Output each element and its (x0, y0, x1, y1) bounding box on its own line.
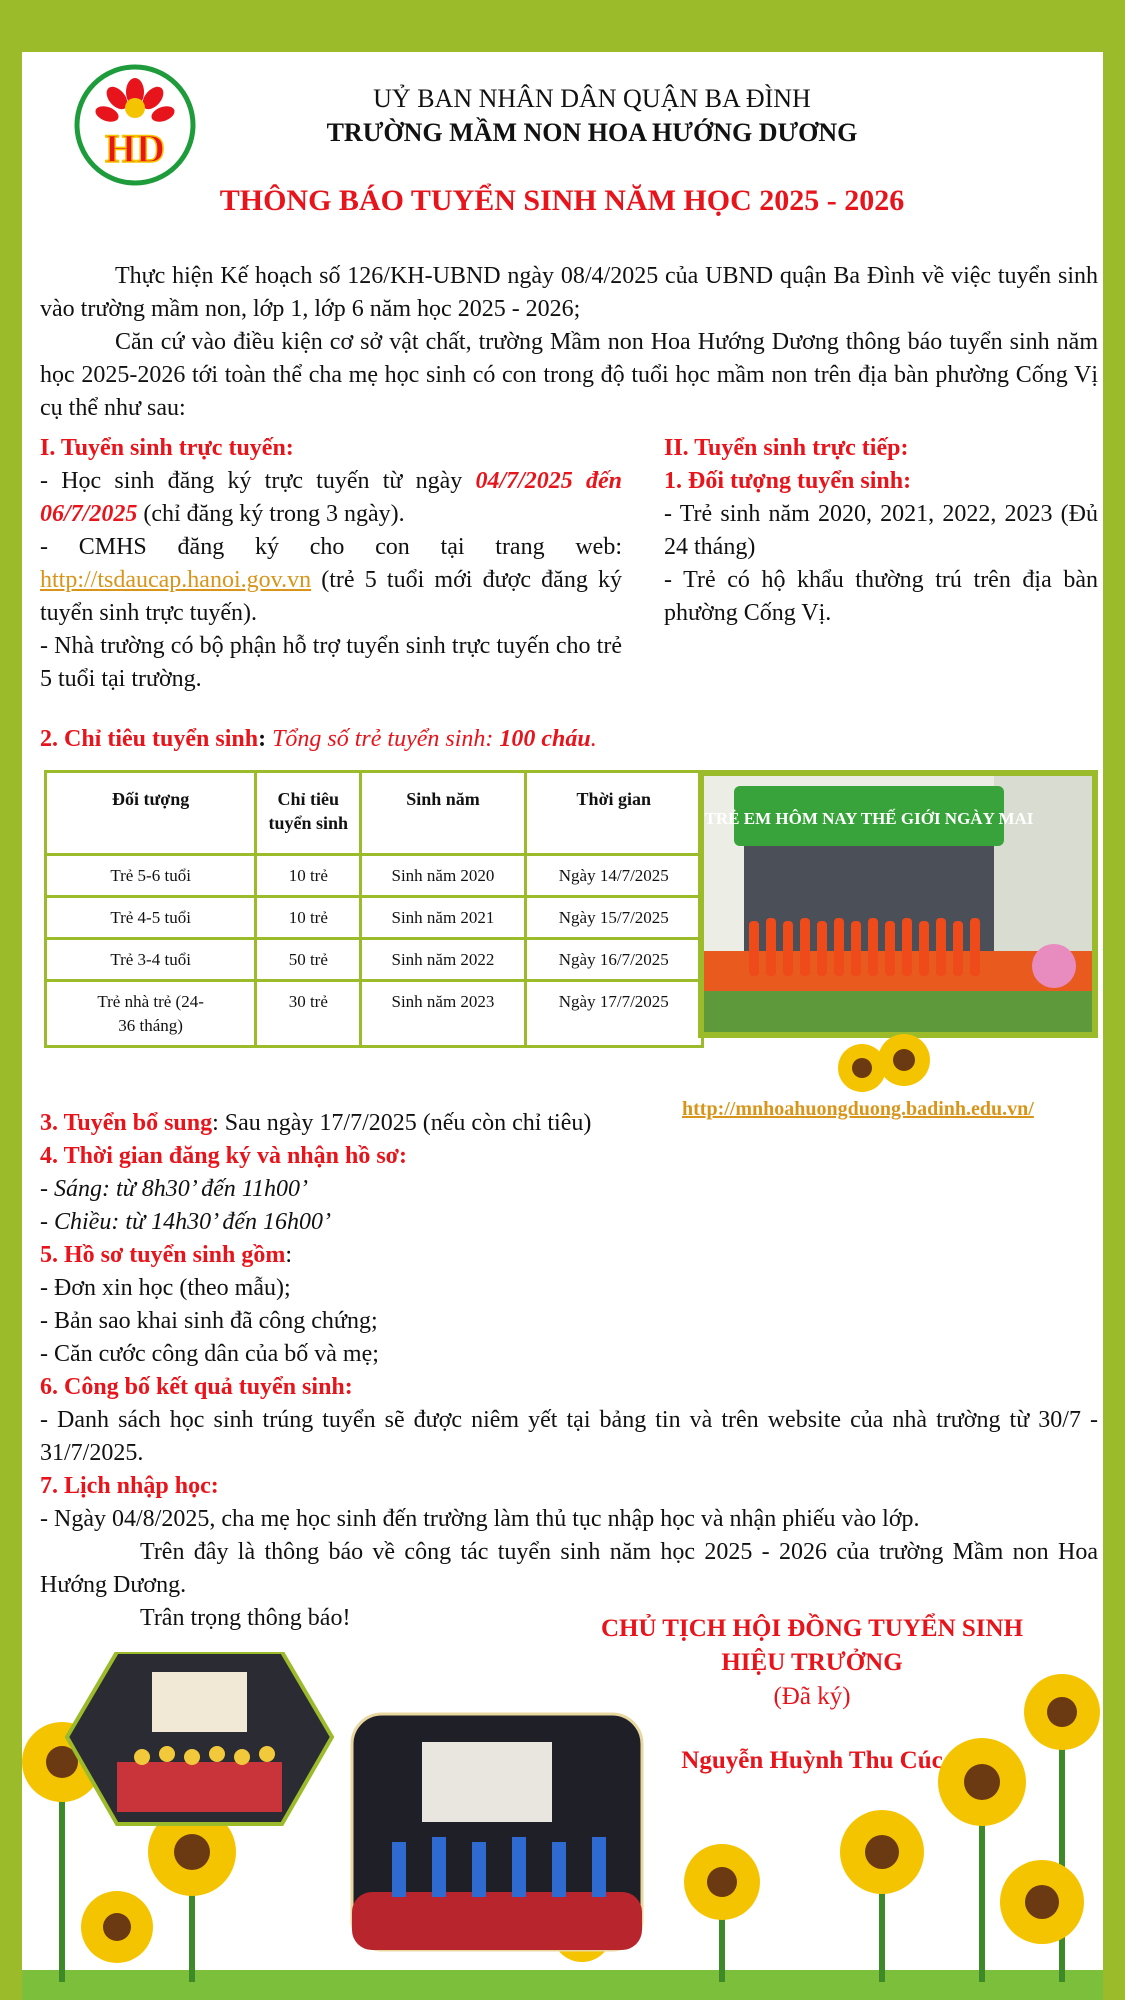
direct-subheading: 1. Đối tượng tuyển sinh: (664, 468, 912, 494)
online-section (40, 432, 622, 696)
quota-count: 100 cháu (499, 726, 591, 752)
signature-status: (Đã ký) (773, 1683, 851, 1710)
table-cell: Trẻ 4-5 tuổi (46, 897, 256, 939)
school-website-link[interactable]: http://mnhoahuongduong.badinh.edu.vn/ (682, 1098, 1034, 1120)
photo-banner: TRẺ EM HÔM NAY THẾ GIỚI NGÀY MAI (704, 809, 1034, 828)
principal-name: Nguyễn Huỳnh Thu Cúc (681, 1747, 943, 1774)
event-photo-2 (352, 1714, 642, 1950)
closing-regards: Trân trọng thông báo! (140, 1605, 351, 1631)
table-cell: Sinh năm 2022 (361, 939, 525, 981)
notice-page (22, 52, 1103, 2000)
notice-title: THÔNG BÁO TUYỂN SINH NĂM HỌC 2025 - 2026 (219, 184, 905, 217)
table-row (46, 897, 703, 939)
signature-title-1: CHỦ TỊCH HỘI ĐỒNG TUYỂN SINH (600, 1615, 1024, 1642)
section-5: 5. Hồ sơ tuyển sinh gồm: - Đơn xin học (theo mẫu); - Bản sao khai sinh đã công chứng; - Căn cước công dân của bố và mẹ; (40, 1242, 379, 1367)
table-header-row (46, 772, 703, 855)
intro (40, 260, 1098, 425)
table-cell: 30 trẻ (256, 981, 361, 1047)
online-dates: 04/7/2025 đến 06/7/2025 (40, 468, 622, 527)
registration-link[interactable]: http://tsdaucap.hanoi.gov.vn (40, 567, 312, 593)
table-cell: 10 trẻ (256, 855, 361, 897)
intro-paragraph-1: Thực hiện Kế hoạch số 126/KH-UBND ngày 08/4/2025 của UBND quận Ba Đình về việc tuyển sinh vào trường mầm non, lớp 1, lớp 6 năm học 2025 - 2026; (40, 263, 1098, 322)
section-7: 7. Lịch nhập học: - Ngày 04/8/2025, cha mẹ học sinh đến trường làm thủ tục nhập học và nhận phiếu vào lớp. (40, 1470, 1098, 1536)
table-cell: Sinh năm 2023 (361, 981, 525, 1047)
table-cell: Ngày 15/7/2025 (525, 897, 702, 939)
table-cell: Ngày 16/7/2025 (525, 939, 702, 981)
school-photo-illustration (704, 776, 1092, 1032)
quota-line: 2. Chỉ tiêu tuyển sinh: Tổng số trẻ tuyển sinh: 100 cháu. (40, 726, 597, 752)
event-photo-1 (67, 1652, 332, 1824)
school-photo (698, 770, 1098, 1038)
svg-text:HD: HD (105, 126, 165, 171)
direct-heading: II. Tuyển sinh trực tiếp: (664, 435, 909, 461)
online-dates-line: - Học sinh đăng ký trực tuyến từ ngày 04/7/2025 đến 06/7/2025 (chỉ đăng ký trong 3 ngày). (40, 468, 622, 527)
section-6: 6. Công bố kết quả tuyển sinh: - Danh sách học sinh trúng tuyển sẽ được niêm yết tại bảng tin và trên website của nhà trường từ 30/7 - 31/7/2025. (40, 1371, 1098, 1470)
table-cell: Sinh năm 2021 (361, 897, 525, 939)
table-cell: Sinh năm 2020 (361, 855, 525, 897)
s7-heading: 7. Lịch nhập học: (40, 1473, 219, 1499)
admission-table (44, 770, 704, 1048)
table-row (46, 939, 703, 981)
s3-heading: 3. Tuyển bổ sung (40, 1110, 213, 1136)
table-cell: 50 trẻ (256, 939, 361, 981)
table-row (46, 981, 703, 1047)
table-row (46, 855, 703, 897)
school-logo (72, 62, 198, 188)
online-support-line: - Nhà trường có bộ phận hỗ trợ tuyển sinh trực tuyến cho trẻ 5 tuổi tại trường. (40, 633, 622, 692)
table-cell: Ngày 17/7/2025 (525, 981, 702, 1047)
school-name: TRƯỜNG MẦM NON HOA HƯỚNG DƯƠNG (326, 118, 858, 147)
section-4: 4. Thời gian đăng ký và nhận hồ sơ: - Sáng: từ 8h30’ đến 11h00’ - Chiều: từ 14h30’ đến 16h00’ (40, 1140, 680, 1239)
online-website-line: - CMHS đăng ký cho con tại trang web: http://tsdaucap.hanoi.gov.vn (trẻ 5 tuổi mới được đăng ký tuyển sinh trực tuyến). (40, 534, 622, 626)
sunflower-border (22, 1652, 1103, 2000)
authority-line: UỶ BAN NHÂN DÂN QUẬN BA ĐÌNH (373, 84, 811, 113)
online-heading: I. Tuyển sinh trực tuyến: (40, 435, 294, 461)
table-cell: Trẻ 3-4 tuổi (46, 939, 256, 981)
direct-line-1: - Trẻ sinh năm 2020, 2021, 2022, 2023 (Đủ 24 tháng) (664, 501, 1098, 560)
intro-paragraph-2: Căn cứ vào điều kiện cơ sở vật chất, trường Mầm non Hoa Hướng Dương thông báo tuyển sinh năm học 2025-2026 tới toàn thể cha mẹ học sinh có con trong độ tuổi học mầm non trên địa bàn phường Cống Vị cụ thể như sau: (40, 329, 1098, 421)
table-cell: 10 trẻ (256, 897, 361, 939)
table-cell: Trẻ nhà trẻ (24-36 tháng) (46, 981, 256, 1047)
section-3: 3. Tuyển bổ sung: Sau ngày 17/7/2025 (nếu còn chỉ tiêu) (40, 1110, 592, 1136)
quota-heading: 2. Chỉ tiêu tuyển sinh (40, 726, 259, 752)
direct-line-2: - Trẻ có hộ khẩu thường trú trên địa bàn phường Cống Vị. (664, 567, 1098, 626)
col-header: Thời gian (525, 772, 702, 855)
col-header: Chỉ tiêu tuyển sinh (256, 772, 361, 855)
col-header: Đối tượng (46, 772, 256, 855)
direct-section (664, 432, 1098, 630)
table-cell: Ngày 14/7/2025 (525, 855, 702, 897)
s4-heading: 4. Thời gian đăng ký và nhận hồ sơ: (40, 1143, 407, 1169)
signature-title-2: HIỆU TRƯỞNG (721, 1649, 903, 1676)
col-header: Sinh năm (361, 772, 525, 855)
sunflower-decoration (832, 1028, 942, 1108)
s5-heading: 5. Hồ sơ tuyển sinh gồm (40, 1242, 286, 1268)
s6-heading: 6. Công bố kết quả tuyển sinh: (40, 1374, 353, 1400)
closing-paragraph: Trên đây là thông báo về công tác tuyển sinh năm học 2025 - 2026 của trường Mầm non Hoa Hướng Dương. (40, 1539, 1098, 1598)
table-cell: Trẻ 5-6 tuổi (46, 855, 256, 897)
